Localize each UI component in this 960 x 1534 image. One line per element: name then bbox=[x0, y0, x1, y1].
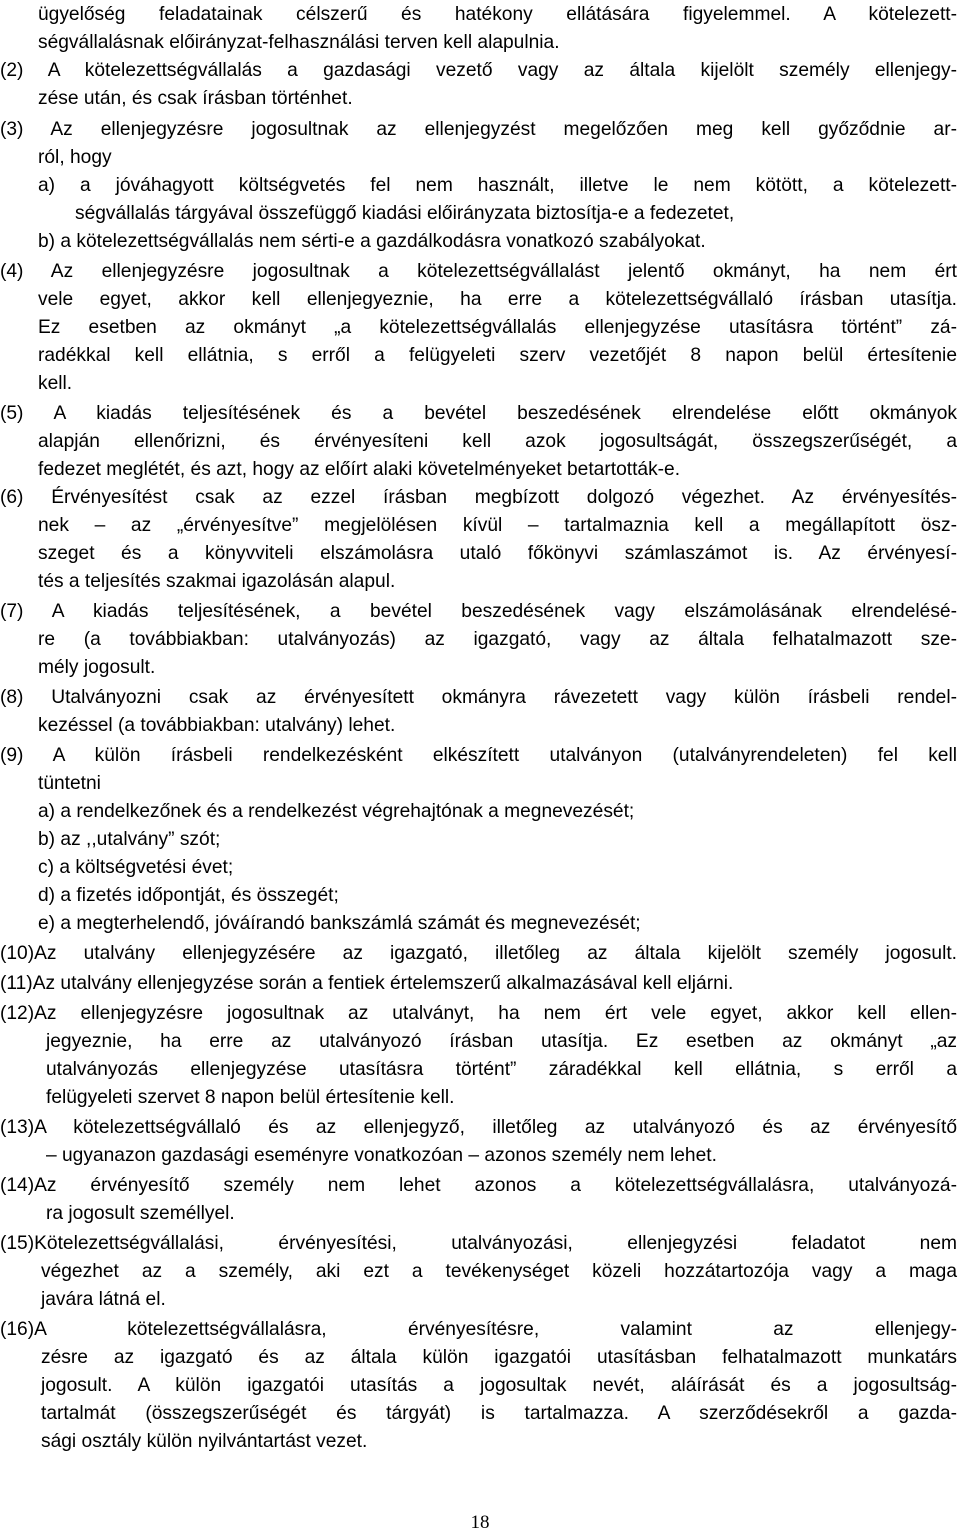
text-line: b) a kötelezettségvállalás nem sérti-e a gazdálkodásra vonatkozó szabályokat. bbox=[38, 231, 706, 252]
text-line: d) a fizetés időpontját, és összegét; bbox=[38, 885, 339, 906]
text-line: utalványozás ellenjegyzése utasításra történt” záradékkal kell ellátnia, s erről a bbox=[46, 1059, 957, 1080]
text-line: a) a rendelkezőnek és a rendelkezést végrehajtónak a megnevezését; bbox=[38, 801, 635, 822]
text-line: (6) Érvényesítést csak az ezzel írásban megbízott dolgozó végezhet. Az érvényesítés- bbox=[0, 487, 957, 508]
text-line: e) a megterhelendő, jóváírandó bankszámlá számát és megnevezését; bbox=[38, 913, 641, 934]
text-line: tés a teljesítés szakmai igazolásán alapul. bbox=[38, 571, 396, 592]
page-number: 18 bbox=[470, 1512, 490, 1533]
text-line: ségvállalás tárgyával összefüggő kiadási előirányzata biztosítja-e a fedezetet, bbox=[75, 203, 735, 224]
text-line: ügyelőség feladatainak célszerű és hatékony ellátására figyelemmel. A kötelezett- bbox=[38, 4, 957, 25]
text-line: (7) A kiadás teljesítésének, a bevétel beszedésének vagy elszámolásának elrendelésé- bbox=[0, 601, 957, 622]
text-line: fedezet meglétét, és azt, hogy az előírt alaki követelményeket betartották-e. bbox=[38, 459, 681, 480]
text-line: vele egyet, akkor kell ellenjegyeznie, ha erre a kötelezettségvállaló írásban utasítja. bbox=[38, 289, 957, 310]
text-line: javára látná el. bbox=[41, 1289, 166, 1310]
text-line: mély jogosult. bbox=[38, 657, 156, 678]
text-line: (8) Utalványozni csak az érvényesített okmányra rávezetett vagy külön írásbeli rendel- bbox=[0, 687, 957, 708]
text-line: zésre az igazgató és az általa külön igazgatói utasításban felhatalmazott munkatárs bbox=[41, 1347, 957, 1368]
text-line: kell. bbox=[38, 373, 73, 394]
text-line: alapján ellenőrizni, és érvényesíteni kell azok jogosultságát, összegszerűségét, a bbox=[38, 431, 957, 452]
text-line: jogosult. A külön igazgatói utasítás a jogosultak nevét, aláírását és a jogosultság- bbox=[41, 1375, 957, 1396]
text-line: (10)Az utalvány ellenjegyzésére az igazgató, illetőleg az általa kijelölt személy jogosult. bbox=[0, 943, 957, 964]
text-line: ról, hogy bbox=[38, 147, 112, 168]
text-line: re (a továbbiakban: utalványozás) az igazgató, vagy az általa felhatalmazott sze- bbox=[38, 629, 957, 650]
text-line: zése után, és csak írásban történhet. bbox=[38, 88, 353, 109]
text-line: (4) Az ellenjegyzésre jogosultnak a kötelezettségvállalást jelentő okmányt, ha nem ért bbox=[0, 261, 957, 282]
text-line: (11)Az utalvány ellenjegyzése során a fentiek értelemszerű alkalmazásával kell eljárni. bbox=[0, 973, 734, 994]
text-line: (16)A kötelezettségvállalásra, érvényesítésre, valamint az ellenjegy- bbox=[0, 1319, 957, 1340]
text-line: végezhet az a személy, aki ezt a tevékenységet közeli hozzátartozója vagy a maga bbox=[41, 1261, 957, 1282]
text-line: tartalmát (összegszerűségét és tárgyát) is tartalmazza. A szerződésekről a gazda- bbox=[41, 1403, 957, 1424]
text-line: ségvállalásnak előirányzat-felhasználási terven kell alapulnia. bbox=[38, 32, 560, 53]
text-line: kezéssel (a továbbiakban: utalvány) lehet. bbox=[38, 715, 396, 736]
text-line: a) a jóváhagyott költségvetés fel nem használt, illetve le nem kötött, a kötelezett- bbox=[38, 175, 957, 196]
text-line: (5) A kiadás teljesítésének és a bevétel beszedésének elrendelése előtt okmányok bbox=[0, 403, 957, 424]
text-line: (13)A kötelezettségvállaló és az ellenjegyző, illetőleg az utalványozó és az érvényesítő bbox=[0, 1117, 957, 1138]
text-line: (15)Kötelezettségvállalási, érvényesítési, utalványozási, ellenjegyzési feladatot nem bbox=[0, 1233, 957, 1254]
text-line: (9) A külön írásbeli rendelkezésként elkészített utalványon (utalványrendeleten) fel kell bbox=[0, 745, 957, 766]
text-line: (12)Az ellenjegyzésre jogosultnak az utalványt, ha nem ért vele egyet, akkor kell ellen- bbox=[0, 1003, 957, 1024]
text-line: b) az ,,utalvány” szót; bbox=[38, 829, 221, 850]
text-line: tüntetni bbox=[38, 773, 101, 794]
text-line: (2) A kötelezettségvállalás a gazdasági vezető vagy az általa kijelölt személy ellenjegy- bbox=[0, 60, 957, 81]
text-line: nek – az „érvényesítve” megjelölésen kívül – tartalmaznia kell a megállapított ösz- bbox=[38, 515, 957, 536]
text-line: szeget és a könyvviteli elszámolásra utaló főkönyvi számlaszámot is. Az érvényesí- bbox=[38, 543, 957, 564]
text-line: jegyeznie, ha erre az utalványozó írásban utasítja. Ez esetben az okmányt „az bbox=[46, 1031, 957, 1052]
text-line: Ez esetben az okmányt „a kötelezettségvállalás ellenjegyzése utasításra történt” zá- bbox=[38, 317, 957, 338]
text-line: sági osztály külön nyilvántartást vezet. bbox=[41, 1431, 368, 1452]
text-line: c) a költségvetési évet; bbox=[38, 857, 234, 878]
text-line: ra jogosult személlyel. bbox=[46, 1203, 235, 1224]
text-line: felügyeleti szervet 8 napon belül értesítenie kell. bbox=[46, 1087, 455, 1108]
text-line: (3) Az ellenjegyzésre jogosultnak az ellenjegyzést megelőzően meg kell győződnie ar- bbox=[0, 119, 957, 140]
text-line: – ugyanazon gazdasági eseményre vonatkozóan – azonos személy nem lehet. bbox=[46, 1145, 717, 1166]
text-line: (14)Az érvényesítő személy nem lehet azonos a kötelezettségvállalásra, utalványozá- bbox=[0, 1175, 957, 1196]
text-line: radékkal kell ellátnia, s erről a felügyeleti szerv vezetőjét 8 napon belül értesítenie bbox=[38, 345, 957, 366]
